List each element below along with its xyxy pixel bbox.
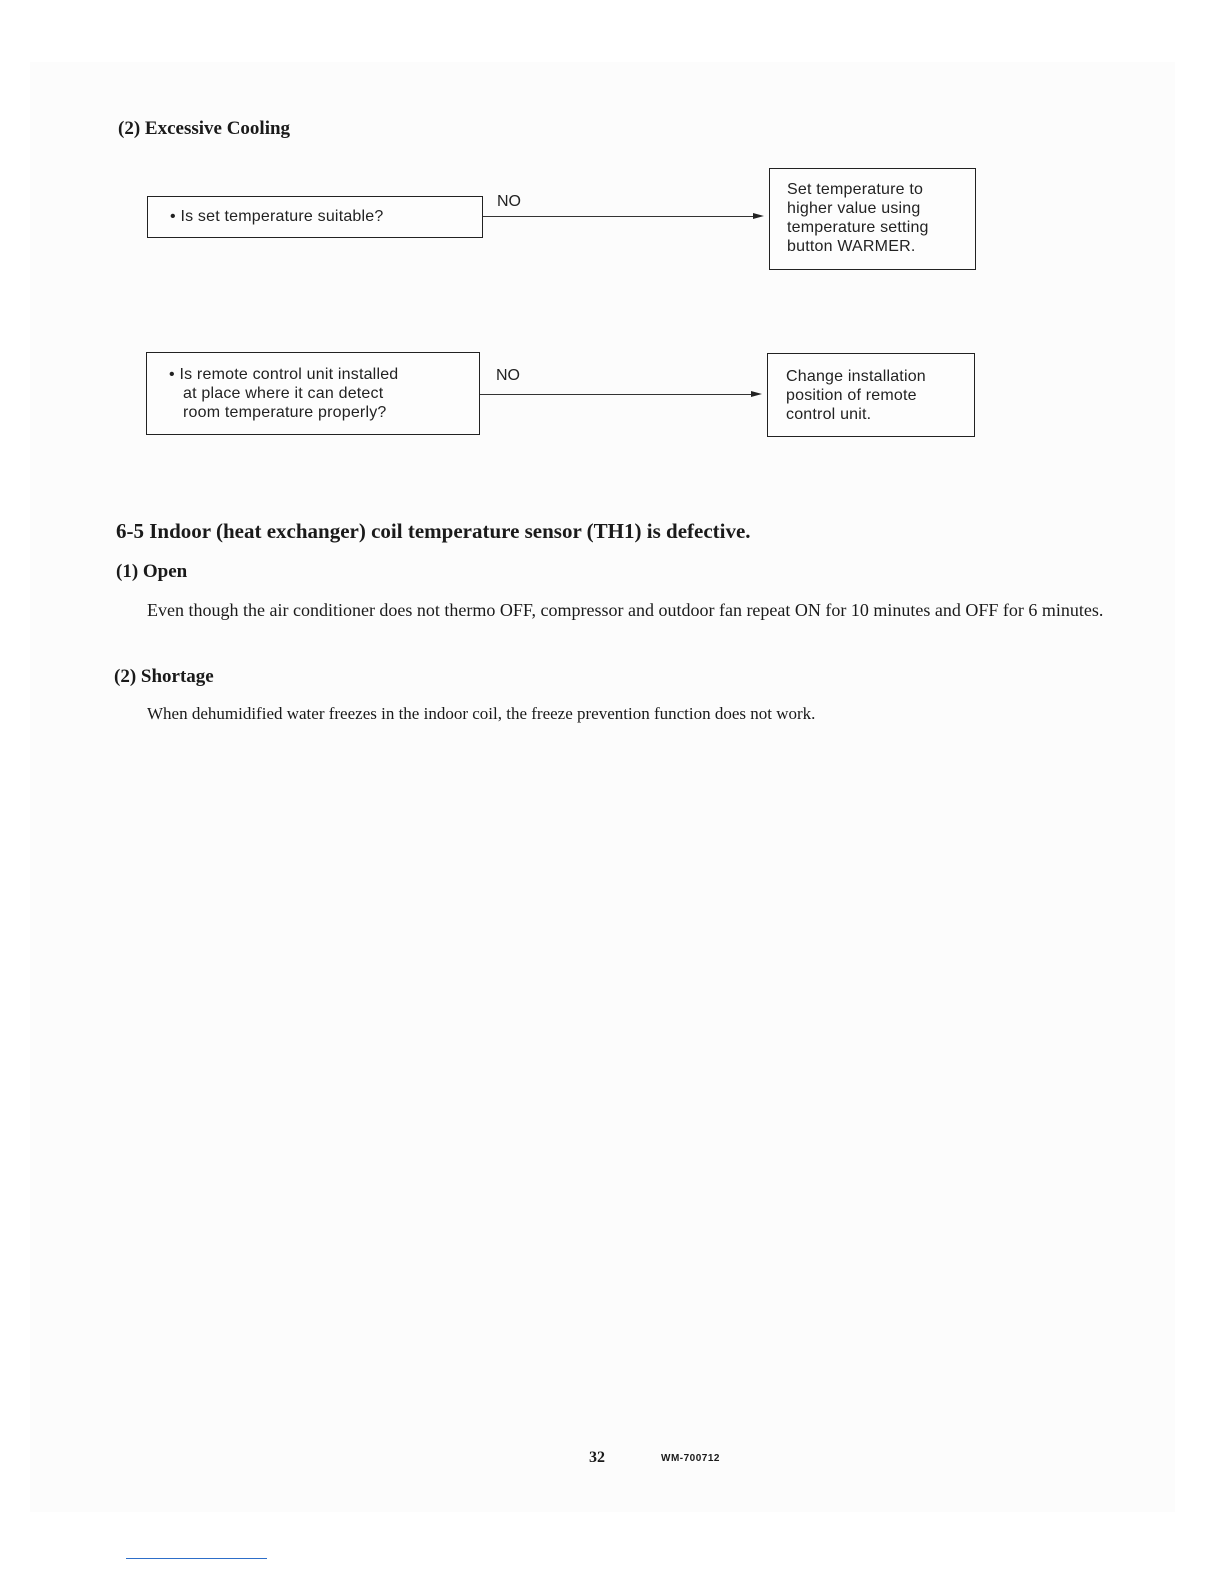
page-background [30,62,1175,1512]
flow1-action-box [769,168,976,270]
flow1-question-box [147,196,483,238]
document-code: WM-700712 [661,1453,720,1464]
section-6-5-heading: 6-5 Indoor (heat exchanger) coil temperature sensor (TH1) is defective. [116,519,751,543]
shortage-heading: (2) Shortage [114,666,214,687]
flow2-question-line2: at place where it can detect [183,385,384,402]
flow1-arrow-head [753,213,764,219]
flow1-question-text: • Is set temperature suitable? [170,208,384,225]
page-number: 32 [589,1449,605,1466]
flow1-no-label: NO [497,193,521,210]
flow2-no-label: NO [496,367,520,384]
flow2-connector-line [480,394,752,395]
open-heading: (1) Open [116,561,188,582]
flow2-question-line1: • Is remote control unit installed [169,366,399,383]
shortage-description: When dehumidified water freezes in the indoor coil, the freeze prevention function does not work. [147,704,816,723]
bottom-rule [126,1558,267,1559]
flow2-action-box [767,353,975,437]
excessive-cooling-heading: (2) Excessive Cooling [118,118,291,139]
open-description: Even though the air conditioner does not thermo OFF, compressor and outdoor fan repeat ON for 10 minutes and OFF for 6 minutes. [147,600,1104,620]
flow1-connector-line [483,216,754,217]
flow1-action-text: Set temperature to higher value using temperature setting button WARMER. [787,181,929,255]
flow2-action-text: Change installation position of remote control unit. [786,368,926,423]
flow2-question-line3: room temperature properly? [183,404,387,421]
flow2-arrow-head [751,391,762,397]
flow2-question-box [146,352,480,435]
